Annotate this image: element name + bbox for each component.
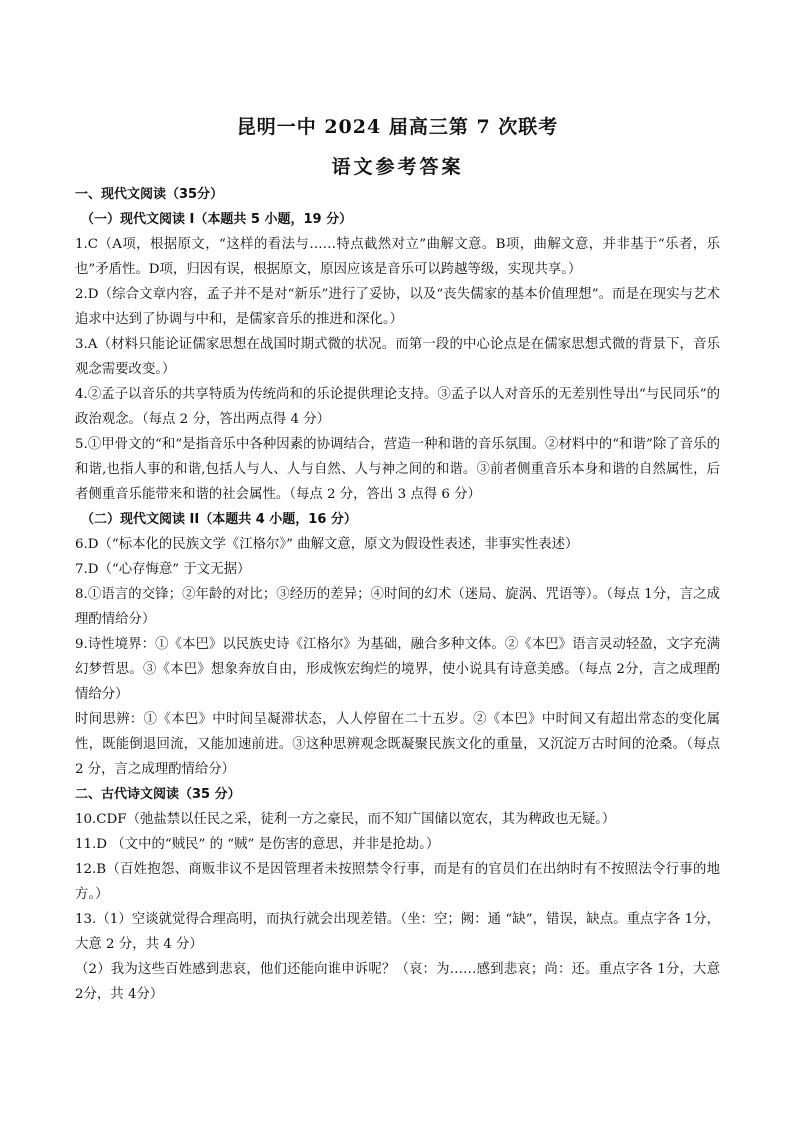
answer-3: 3.A（材料只能论证儒家思想在战国时期式微的状况。而第一段的中心论点是在儒家思想式微的背景下，音乐观念需要改变。） (75, 337, 720, 377)
document-title: 昆明一中 2024 届高三第 7 次联考 (236, 116, 559, 138)
document-page (75, 112, 720, 1007)
answer-9a: 9.诗性境界：①《本巴》以民族史诗《江格尔》为基础，融合多种文体。②《本巴》语言灵动轻盈，文字充满幻梦哲思。③《本巴》想象奔放自由，形成恢宏绚烂的境界，使小说具有诗意美感。（每点 2分，言之成理酌情给分） (75, 637, 720, 702)
answer-12: 12.B（百姓抱怨、商贩非议不是因管理者未按照禁令行事，而是有的官员们在出纳时有不按照法令行事的地方。） (75, 862, 720, 902)
answer-7: 7.D（“心存悔意” 于文无据） (75, 562, 251, 577)
section-heading-1: 一、现代文阅读（35分） (75, 187, 224, 202)
answer-5: 5.①甲骨文的“和”是指音乐中各种因素的协调结合，营造一种和谐的音乐氛围。②材料中的“和谐”除了音乐的和谐,也指人事的和谐,包括人与人、人与自然、人与神之间的和谐。③前者侧重音乐本身和谐的自然属性，后者侧重音乐能带来和谐的社会属性。（每点 2 分，答出 3 点得 6 分） (75, 437, 720, 502)
section-heading-2: 二、古代诗文阅读（35 分） (75, 787, 241, 802)
answer-1: 1.C（A项，根据原文，“这样的看法与……特点截然对立”曲解文意。B项，曲解文意，并非基于“乐者，乐也”矛盾性。D项，归因有误，根据原文，原因应该是音乐可以跨越等级，实现共享。） (75, 237, 720, 277)
part-heading-1: （一）现代文阅读 I（本题共 5 小题，19 分） (81, 212, 353, 227)
document-subtitle: 语文参考答案 (331, 156, 464, 178)
answer-10: 10.CDF（弛盐禁以任民之采，徒利一方之豪民，而不知广国储以宽农，其为稗政也无疑。） (75, 812, 616, 827)
answer-13-2: （2）我为这些百姓感到悲哀，他们还能向谁申诉呢？（哀：为……感到悲哀；尚：还。重点字各 1分，大意 2分，共 4分） (75, 962, 720, 1002)
part-heading-2: （二）现代文阅读 II（本题共 4 小题，16 分） (81, 512, 357, 527)
answer-2: 2.D（综合文章内容，孟子并不是对“新乐”进行了妥协，以及“丧失儒家的基本价值理想”。而是在现实与艺术追求中达到了协调与中和，是儒家音乐的推进和深化。） (75, 287, 720, 327)
answer-8: 8.①语言的交锋；②年龄的对比；③经历的差异；④时间的幻术（迷局、旋涡、咒语等）。（每点 1分，言之成理酌情给分） (75, 587, 720, 627)
answer-9b: 时间思辨：①《本巴》中时间呈凝滞状态，人人停留在二十五岁。②《本巴》中时间又有超出常态的变化属性，既能倒退回流，又能加速前进。③这种思辨观念既凝聚民族文化的重量，又沉淀万古时间的沧桑。（每点 2 分，言之成理酌情给分） (75, 712, 720, 777)
answer-4: 4.②孟子以音乐的共享特质为传统尚和的乐论提供理论支持。③孟子以人对音乐的无差别性导出“与民同乐”的政治观念。（每点 2 分，答出两点得 4 分） (75, 387, 720, 427)
answer-11: 11.D （文中的“贼民” 的 “贼” 是伤害的意思，并非是抢劫。） (75, 837, 440, 852)
answer-6: 6.D（“标本化的民族文学《江格尔》” 曲解文意，原文为假设性表述，非事实性表述） (75, 537, 579, 552)
answer-13-1: 13.（1）空谈就觉得合理高明，而执行就会出现差错。（坐：空；阙：通 “缺”，错误，缺点。重点字各 1分，大意 2 分，共 4 分） (75, 912, 720, 952)
